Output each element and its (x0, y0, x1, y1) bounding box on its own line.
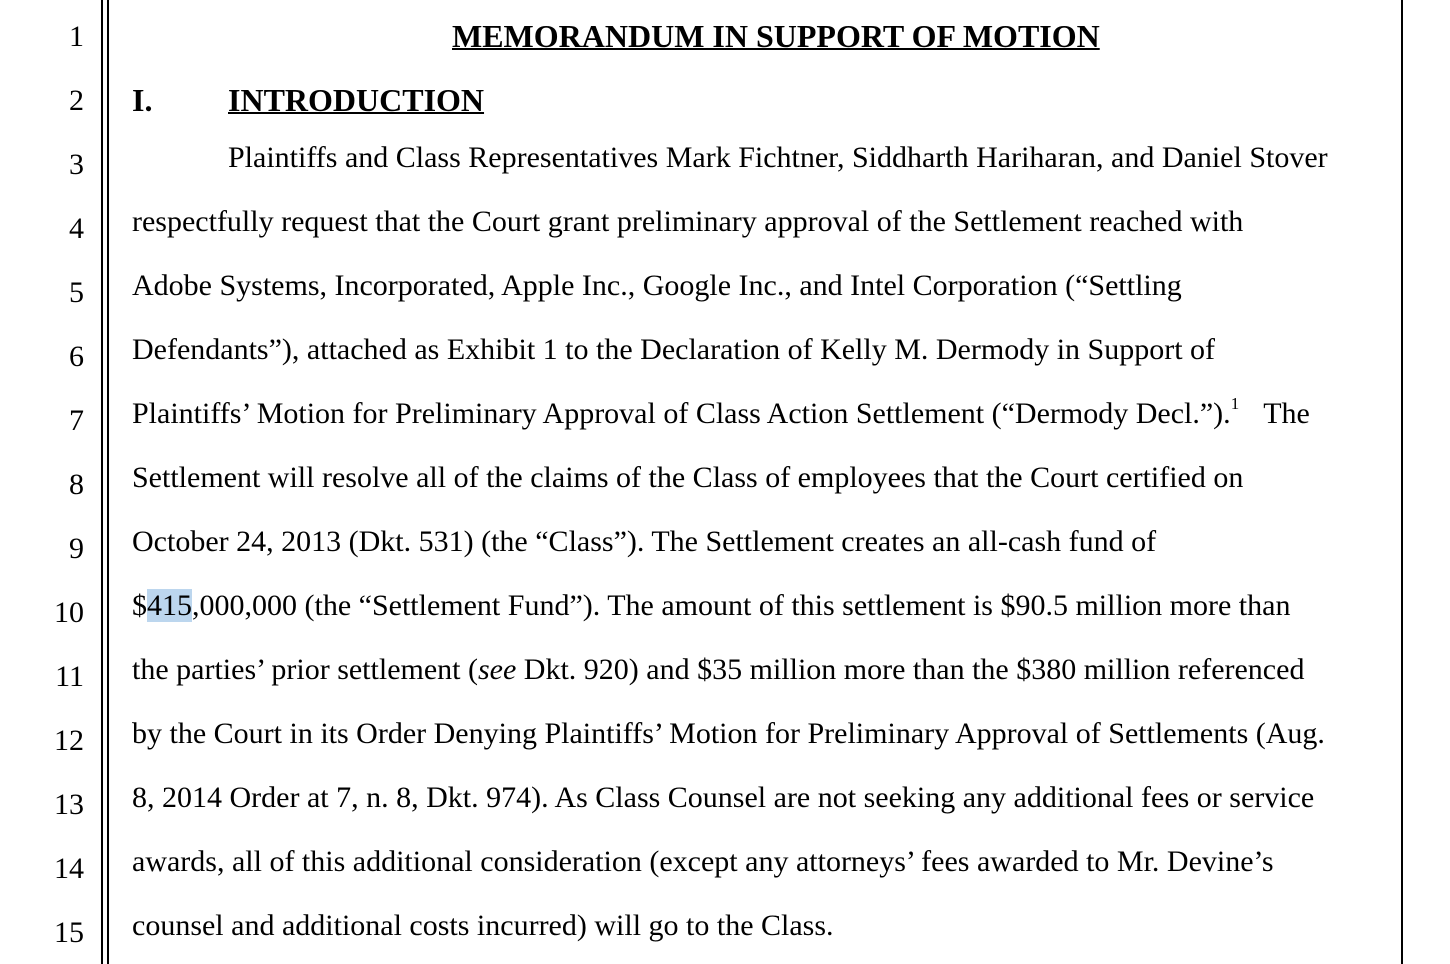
text-line-6: Defendants”), attached as Exhibit 1 to the Declaration of Kelly M. Dermody in Support of (132, 333, 1216, 366)
line-number: 5 (69, 276, 84, 309)
line-number: 12 (54, 724, 84, 757)
line-number: 7 (69, 404, 84, 437)
line-number: 8 (69, 468, 84, 501)
line-number: 4 (69, 212, 84, 245)
text-line-5: Adobe Systems, Incorporated, Apple Inc., Google Inc., and Intel Corporation (“Settling (132, 269, 1182, 302)
memo-title: MEMORANDUM IN SUPPORT OF MOTION (452, 18, 1100, 54)
line-number: 9 (69, 532, 84, 565)
text-line-13: 8, 2014 Order at 7, n. 8, Dkt. 974). As Class Counsel are not seeking any additional fees or service (132, 781, 1315, 814)
text-line-4: respectfully request that the Court grant preliminary approval of the Settlement reached with (132, 205, 1244, 238)
line-number: 14 (54, 852, 84, 885)
line-number: 10 (54, 596, 84, 629)
right-margin-rule (1401, 0, 1403, 964)
section-title: INTRODUCTION (228, 82, 485, 118)
text-line-11-rest: Dkt. 920) and $35 million more than the $380 million referenced (516, 653, 1305, 686)
line-number: 2 (69, 84, 84, 117)
line-number: 11 (55, 660, 84, 693)
line-number: 3 (69, 148, 84, 181)
dollar-sign: $ (132, 589, 147, 622)
text-line-10 (132, 588, 1290, 624)
text-line-11-start: the parties’ prior settlement ( (132, 653, 478, 686)
text-line-15: counsel and additional costs incurred) will go to the Class. (132, 909, 834, 942)
section-number: I. (132, 82, 153, 118)
text-line-14: awards, all of this additional consideration (except any attorneys’ fees awarded to Mr. Devine’s (132, 845, 1274, 878)
text-line-8: Settlement will resolve all of the claims of the Class of employees that the Court certified on (132, 461, 1244, 494)
text-line-12: by the Court in its Order Denying Plaintiffs’ Motion for Preliminary Approval of Settlements (Aug. (132, 717, 1325, 750)
text-line-7 (132, 396, 1310, 432)
line-number: 15 (54, 916, 84, 949)
italic-see: see (477, 653, 517, 686)
highlighted-text-selection[interactable]: 415 (147, 589, 192, 622)
text-line-11 (132, 652, 1304, 688)
left-margin-rule-outer (101, 0, 103, 964)
text-line-7-main: Plaintiffs’ Motion for Preliminary Approval of Class Action Settlement (“Dermody Decl.”). (132, 397, 1231, 430)
line-number: 1 (69, 20, 84, 53)
line-number: 6 (69, 340, 84, 373)
left-margin-rule-inner (107, 0, 109, 964)
line-number: 13 (54, 788, 84, 821)
text-line-10-rest: ,000,000 (the “Settlement Fund”). The amount of this settlement is $90.5 million more than (192, 589, 1291, 622)
text-line-7-end: The (1263, 397, 1310, 430)
text-line-9: October 24, 2013 (Dkt. 531) (the “Class”). The Settlement creates an all-cash fund of (132, 525, 1157, 558)
text-line-3: Plaintiffs and Class Representatives Mark Fichtner, Siddharth Hariharan, and Daniel Stover (228, 141, 1328, 174)
footnote-marker[interactable]: 1 (1230, 394, 1240, 413)
